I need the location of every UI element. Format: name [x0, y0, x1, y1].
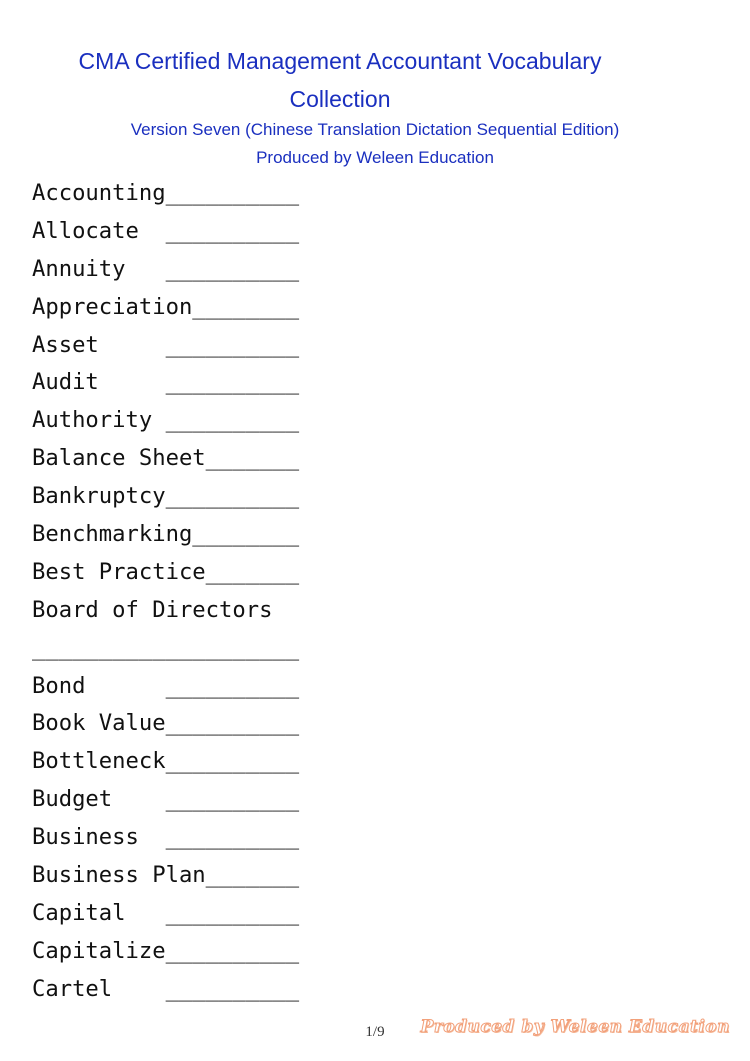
document-subtitle: Version Seven (Chinese Translation Dictation Sequential Edition) — [130, 120, 620, 139]
vocabulary-list — [32, 175, 432, 1009]
vocab-entry: Appreciation________ — [32, 293, 300, 320]
vocab-entry: Business __________ — [32, 824, 300, 851]
vocab-entry: Allocate __________ — [32, 217, 300, 244]
vocab-entry: Annuity __________ — [32, 255, 300, 282]
vocab-entry: Audit __________ — [32, 369, 300, 396]
vocab-entry: Bond __________ — [32, 672, 300, 699]
vocab-entry: Board of Directors — [32, 596, 273, 623]
vocab-entry: Business Plan_______ — [32, 862, 300, 889]
producer-line: Produced by Weleen Education — [256, 148, 494, 167]
vocab-entry: Asset __________ — [32, 331, 300, 358]
vocab-entry: Capital __________ — [32, 899, 300, 926]
answer-blank-line: ____________________ — [32, 634, 300, 661]
vocab-entry: Bottleneck__________ — [32, 748, 300, 775]
vocab-entry: Benchmarking________ — [32, 521, 300, 548]
vocab-entry: Capitalize__________ — [32, 937, 300, 964]
vocab-entry: Best Practice_______ — [32, 558, 300, 585]
vocab-entry: Balance Sheet_______ — [32, 445, 300, 472]
page-number: 1/9 — [365, 1024, 385, 1040]
vocab-entry: Budget __________ — [32, 786, 300, 813]
vocab-entry: Book Value__________ — [32, 710, 300, 737]
document-title-line-1: CMA Certified Management Accountant Vocabulary — [78, 48, 602, 74]
document-title-line-2: Collection — [289, 86, 391, 112]
vocab-entry: Cartel __________ — [32, 975, 300, 1002]
watermark-logo: Produced by Weleen Education — [420, 1017, 730, 1037]
vocab-entry: Bankruptcy__________ — [32, 483, 300, 510]
vocab-entry: Accounting__________ — [32, 180, 300, 206]
vocab-entry: Authority __________ — [32, 407, 300, 434]
